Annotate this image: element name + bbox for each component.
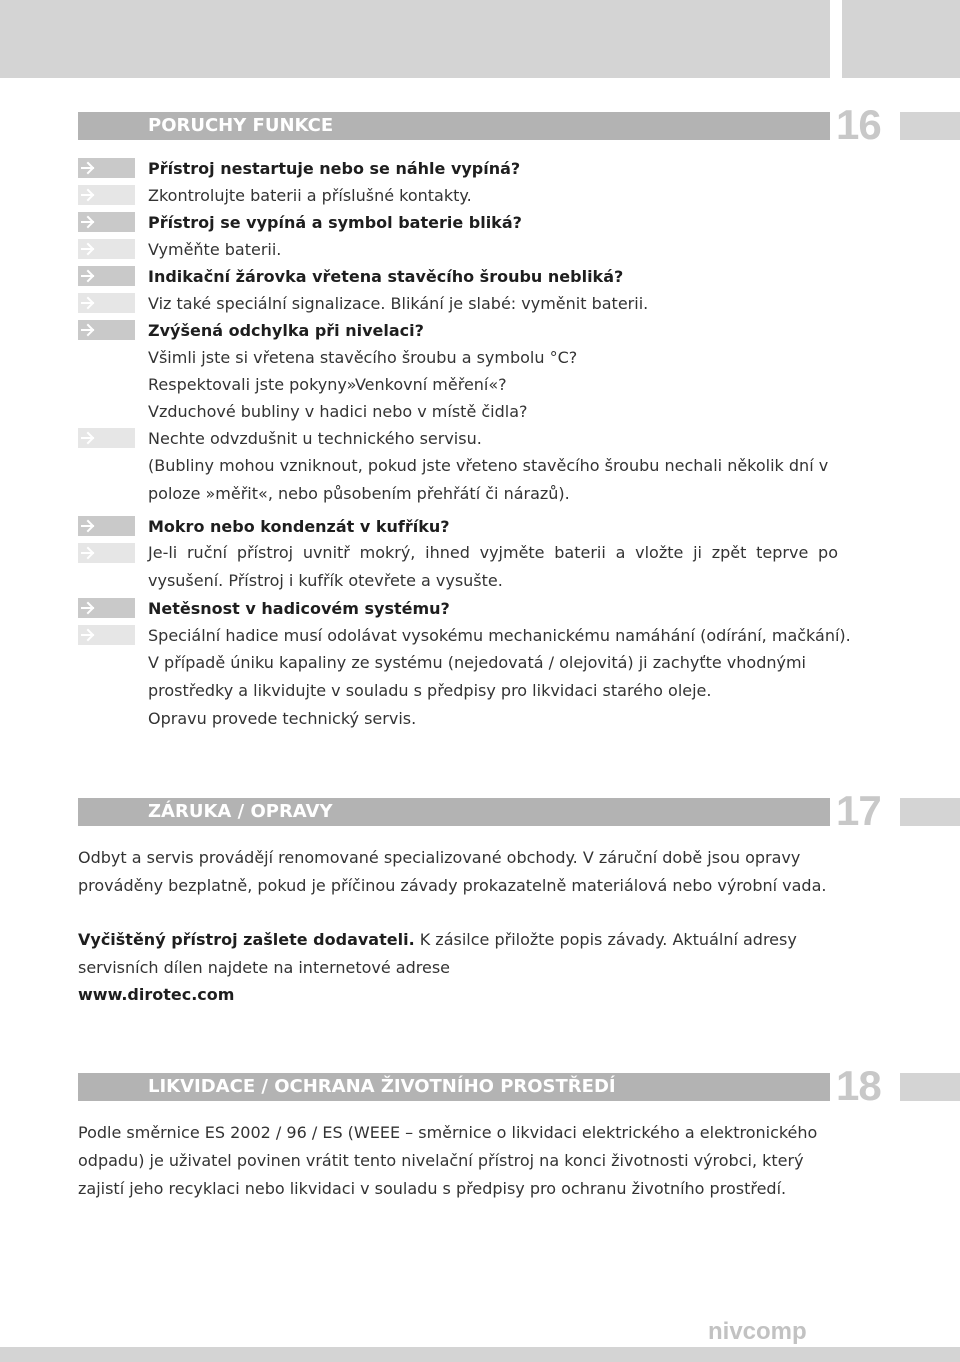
website-link[interactable]: [78, 981, 838, 1009]
list-item: [0, 622, 960, 649]
arrow-icon: [78, 239, 135, 259]
list-item-text: Vyměňte baterii.: [148, 240, 282, 259]
list-item: [0, 371, 960, 398]
top-band-right: [842, 0, 960, 78]
list-item: [0, 263, 960, 290]
list-item-text: Všimli jste si vřetena stavěcího šroubu a symbolu °C?: [148, 348, 578, 367]
arrow-icon: [78, 428, 135, 448]
list-item-text: Netěsnost v hadicovém systému?: [148, 599, 450, 618]
bottom-band: [0, 1347, 960, 1362]
arrow-icon: [78, 320, 135, 340]
arrow-icon: [78, 212, 135, 232]
nivcomp-logo: nivcomp: [708, 1318, 807, 1345]
list-item-text: Zvýšená odchylka při nivelaci?: [148, 321, 424, 340]
section-number-bar: [900, 1073, 960, 1101]
section-header-warranty: [78, 798, 830, 826]
list-item: [0, 182, 960, 209]
website-text: www.dirotec.com: [78, 985, 235, 1004]
arrow-icon: [78, 543, 135, 563]
list-item: [0, 344, 960, 371]
disposal-paragraph: Podle směrnice ES 2002 / 96 / ES (WEEE – směrnice o likvidaci elektrického a elektronického odpadu) je uživatel povinen vrátit tento nivelační přístroj na konci životnosti výrobci, který zajistí jeho recyklaci nebo likvidaci v souladu s předpisy pro ochranu životního prostředí.: [78, 1123, 818, 1198]
list-item: [0, 209, 960, 236]
list-item-text: Je-li ruční přístroj uvnitř mokrý, ihned vyjměte baterii a vložte ji zpět teprve po vysušení. Přístroj i kufřík otevřete a vysušte.: [148, 543, 838, 590]
arrow-icon: [78, 516, 135, 536]
list-item-text: Nechte odvzdušnit u technického servisu.: [148, 429, 482, 448]
section-title: LIKVIDACE / OCHRANA ŽIVOTNÍHO PROSTŘEDÍ: [148, 1076, 616, 1097]
section-number: 17: [836, 787, 881, 834]
list-item-text: Mokro nebo kondenzát v kufříku?: [148, 517, 450, 536]
arrow-icon: [78, 625, 135, 645]
arrow-icon: [78, 293, 135, 313]
section-number: 18: [836, 1062, 881, 1109]
list-item: [0, 236, 960, 263]
list-item-text: Zkontrolujte baterii a příslušné kontakty.: [148, 186, 472, 205]
warranty-bold-lead: Vyčištěný přístroj zašlete dodavateli.: [78, 930, 415, 949]
top-band: [0, 0, 830, 78]
list-item-text: Viz také speciální signalizace. Blikání je slabé: vyměnit baterii.: [148, 294, 649, 313]
section-title: PORUCHY FUNKCE: [148, 115, 334, 136]
list-item: [0, 290, 960, 317]
list-item-text: Opravu provede technický servis.: [148, 709, 417, 728]
list-item-text: Přístroj nestartuje nebo se náhle vypíná?: [148, 159, 521, 178]
warranty-text: K zásilce přiložte popis závady. Aktuální adresy servisních dílen najdete na internetové adrese: [78, 930, 797, 977]
list-item: [0, 595, 960, 622]
section-number-bar: [900, 798, 960, 826]
arrow-icon: [78, 598, 135, 618]
warranty-paragraph: Odbyt a servis provádějí renomované specializované obchody. V záruční době jsou opravy prováděny bezplatně, pokud je příčinou závady prokazatelně materiálová nebo výrobní vada.: [78, 848, 827, 895]
section-title: ZÁRUKA / OPRAVY: [148, 801, 333, 822]
list-item-text: Speciální hadice musí odolávat vysokému mechanickému namáhání (odírání, mačkání).: [148, 626, 851, 645]
section-number: 16: [836, 101, 881, 148]
list-item-text: (Bubliny mohou vzniknout, pokud jste vřeteno stavěcího šroubu nechali několik dní v poloze »měřit«, nebo působením přehřátí či nárazů).: [148, 456, 829, 503]
list-item: [0, 155, 960, 182]
section-header-disposal: [78, 1073, 830, 1101]
list-item: [0, 513, 960, 540]
list-item-text: Přístroj se vypíná a symbol baterie bliká?: [148, 213, 522, 232]
list-item: [0, 317, 960, 344]
arrow-icon: [78, 185, 135, 205]
list-item-text: Indikační žárovka vřetena stavěcího šroubu nebliká?: [148, 267, 624, 286]
arrow-icon: [78, 266, 135, 286]
section-header-troubleshooting: [78, 112, 830, 140]
warranty-paragraph-2: [78, 926, 838, 982]
section-number-bar: [900, 112, 960, 140]
list-item: [0, 398, 960, 425]
list-item: [0, 425, 960, 452]
arrow-icon: [78, 158, 135, 178]
list-item-text: V případě úniku kapaliny ze systému (nejedovatá / olejovitá) ji zachyťte vhodnými prostředky a likvidujte v souladu s předpisy pro likvidaci starého oleje.: [148, 653, 806, 700]
list-item-text: Vzduchové bubliny v hadici nebo v místě čidla?: [148, 402, 528, 421]
list-item-text: Respektovali jste pokyny»Venkovní měření«?: [148, 375, 507, 394]
